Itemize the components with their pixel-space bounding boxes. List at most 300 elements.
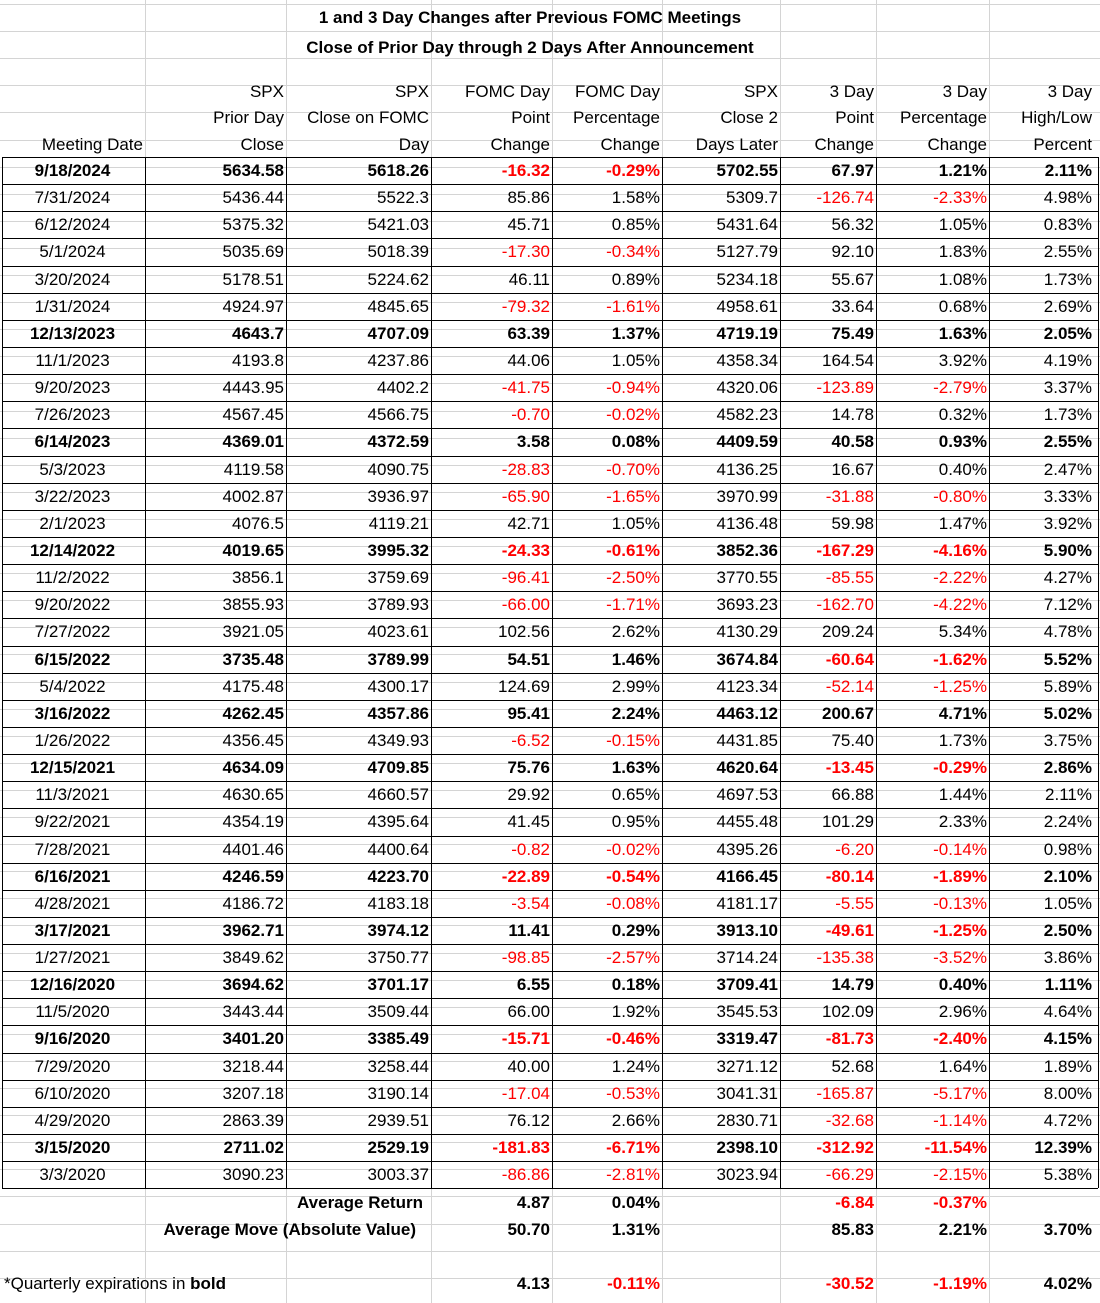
value-cell: -0.29% bbox=[606, 161, 660, 180]
quarterly-value: -1.19% bbox=[933, 1274, 987, 1293]
value-cell: 56.32 bbox=[831, 215, 874, 234]
value-cell: 4.71% bbox=[938, 704, 987, 723]
value-cell: 3.86% bbox=[1043, 948, 1092, 967]
value-cell: 3674.84 bbox=[716, 650, 778, 669]
value-cell: 3701.17 bbox=[367, 975, 429, 994]
value-cell: -6.71% bbox=[606, 1138, 660, 1157]
meeting-date-cell: 12/14/2022 bbox=[29, 541, 116, 560]
value-cell: -41.75 bbox=[501, 378, 550, 397]
value-cell: 2.99% bbox=[611, 677, 660, 696]
header-cell: High/Low bbox=[1021, 108, 1092, 127]
value-cell: -2.81% bbox=[606, 1165, 660, 1184]
value-cell: 1.11% bbox=[1044, 975, 1092, 994]
value-cell: -0.61% bbox=[606, 541, 660, 560]
value-cell: 4924.97 bbox=[222, 297, 284, 316]
value-cell: 4697.53 bbox=[716, 785, 778, 804]
meeting-date-cell: 9/18/2024 bbox=[34, 161, 111, 180]
header-cell: Percentage bbox=[573, 108, 660, 127]
value-cell: 4.27% bbox=[1043, 568, 1092, 587]
value-cell: -135.38 bbox=[816, 948, 874, 967]
value-cell: 0.89% bbox=[611, 270, 660, 289]
value-cell: 4223.70 bbox=[367, 867, 429, 886]
value-cell: 2.55% bbox=[1043, 432, 1092, 451]
value-cell: 4620.64 bbox=[716, 758, 778, 777]
value-cell: 5035.69 bbox=[222, 242, 284, 261]
value-cell: 4193.8 bbox=[232, 351, 284, 370]
value-cell: 164.54 bbox=[822, 351, 874, 370]
value-cell: 1.73% bbox=[938, 731, 987, 750]
value-cell: 3.92% bbox=[938, 351, 987, 370]
value-cell: 14.78 bbox=[831, 405, 874, 424]
value-cell: -2.33% bbox=[933, 188, 987, 207]
value-cell: -60.64 bbox=[825, 650, 874, 669]
meeting-date-cell: 6/15/2022 bbox=[34, 650, 111, 669]
value-cell: -66.00 bbox=[501, 595, 550, 614]
value-cell: 3759.69 bbox=[367, 568, 429, 587]
value-cell: 3936.97 bbox=[367, 487, 429, 506]
value-cell: 1.58% bbox=[611, 188, 660, 207]
quarterly-note bbox=[4, 1270, 334, 1297]
value-cell: 3849.62 bbox=[222, 948, 284, 967]
meeting-date-cell: 1/27/2021 bbox=[34, 948, 111, 967]
value-cell: 200.67 bbox=[822, 704, 874, 723]
value-cell: 6.55 bbox=[516, 975, 550, 994]
meeting-date-cell: 3/17/2021 bbox=[34, 921, 111, 940]
value-cell: 66.88 bbox=[831, 785, 874, 804]
value-cell: 1.37% bbox=[611, 324, 660, 343]
value-cell: 92.10 bbox=[831, 242, 874, 261]
value-cell: 5.90% bbox=[1043, 541, 1092, 560]
header-cell: Change bbox=[600, 135, 660, 154]
value-cell: -16.32 bbox=[501, 161, 550, 180]
value-cell: 3974.12 bbox=[367, 921, 429, 940]
header-cell: Close on FOMC bbox=[307, 108, 429, 127]
value-cell: 5634.58 bbox=[222, 161, 284, 180]
value-cell: -167.29 bbox=[816, 541, 874, 560]
value-cell: 0.98% bbox=[1043, 840, 1092, 859]
value-cell: 2.24% bbox=[611, 704, 660, 723]
value-cell: 4463.12 bbox=[716, 704, 778, 723]
header-cell: Close 2 bbox=[720, 108, 778, 127]
value-cell: -6.20 bbox=[835, 840, 874, 859]
value-cell: 3709.41 bbox=[716, 975, 778, 994]
value-cell: 5421.03 bbox=[367, 215, 429, 234]
value-cell: 85.86 bbox=[507, 188, 550, 207]
value-cell: 1.92% bbox=[611, 1002, 660, 1021]
value-cell: 4136.25 bbox=[716, 460, 778, 479]
header-cell: Change bbox=[814, 135, 874, 154]
value-cell: 3271.12 bbox=[716, 1057, 778, 1076]
value-cell: -312.92 bbox=[816, 1138, 874, 1157]
value-cell: -2.50% bbox=[606, 568, 660, 587]
value-cell: 2711.02 bbox=[223, 1138, 284, 1157]
meeting-date-cell: 5/3/2023 bbox=[39, 460, 106, 479]
meeting-date-cell: 4/29/2020 bbox=[34, 1111, 111, 1130]
value-cell: -2.79% bbox=[933, 378, 987, 397]
value-cell: -1.25% bbox=[933, 921, 987, 940]
meeting-date-cell: 6/10/2020 bbox=[34, 1084, 111, 1103]
value-cell: 4401.46 bbox=[222, 840, 284, 859]
value-cell: -1.62% bbox=[933, 650, 987, 669]
value-cell: 2.86% bbox=[1043, 758, 1092, 777]
value-cell: 4354.19 bbox=[222, 812, 284, 831]
meeting-date-cell: 7/31/2024 bbox=[34, 188, 111, 207]
average-move-value: 3.70% bbox=[1043, 1220, 1092, 1239]
header-cell: 3 Day bbox=[829, 82, 874, 101]
value-cell: 3023.94 bbox=[716, 1165, 778, 1184]
value-cell: 2.24% bbox=[1043, 812, 1092, 831]
value-cell: 4.72% bbox=[1043, 1111, 1092, 1130]
value-cell: 0.08% bbox=[611, 432, 660, 451]
meeting-date-cell: 2/1/2023 bbox=[39, 514, 106, 533]
value-cell: 4.64% bbox=[1043, 1002, 1092, 1021]
quarterly-value: -30.52 bbox=[825, 1274, 874, 1293]
value-cell: 3509.44 bbox=[367, 1002, 429, 1021]
value-cell: -162.70 bbox=[816, 595, 874, 614]
value-cell: 4409.59 bbox=[716, 432, 778, 451]
value-cell: 3970.99 bbox=[716, 487, 778, 506]
value-cell: 4660.57 bbox=[367, 785, 429, 804]
value-cell: 4372.59 bbox=[367, 432, 429, 451]
value-cell: 3855.93 bbox=[222, 595, 284, 614]
value-cell: 4.78% bbox=[1043, 622, 1092, 641]
value-cell: 3750.77 bbox=[367, 948, 429, 967]
value-cell: 3789.99 bbox=[367, 650, 429, 669]
value-cell: 4643.7 bbox=[232, 324, 284, 343]
value-cell: -17.30 bbox=[501, 242, 550, 261]
meeting-date-cell: 11/5/2020 bbox=[35, 1002, 110, 1021]
header-cell: SPX bbox=[743, 82, 778, 101]
value-cell: 2.62% bbox=[611, 622, 660, 641]
value-cell: 4567.45 bbox=[222, 405, 284, 424]
meeting-date-cell: 7/29/2020 bbox=[34, 1057, 111, 1076]
value-cell: 59.98 bbox=[831, 514, 874, 533]
meeting-date-cell: 7/26/2023 bbox=[34, 405, 111, 424]
quarterly-value: -0.11% bbox=[607, 1274, 660, 1293]
value-cell: 4719.19 bbox=[716, 324, 778, 343]
value-cell: 2.66% bbox=[611, 1111, 660, 1130]
value-cell: -1.65% bbox=[606, 487, 660, 506]
quarterly-note-text: *Quarterly expirations in bbox=[4, 1274, 191, 1293]
value-cell: 3852.36 bbox=[716, 541, 778, 560]
value-cell: -126.74 bbox=[816, 188, 874, 207]
value-cell: 101.29 bbox=[822, 812, 874, 831]
value-cell: 4369.01 bbox=[222, 432, 284, 451]
value-cell: 4395.26 bbox=[716, 840, 778, 859]
value-cell: 4123.34 bbox=[716, 677, 778, 696]
value-cell: 4349.93 bbox=[367, 731, 429, 750]
header-cell: SPX bbox=[394, 82, 429, 101]
value-cell: 75.40 bbox=[831, 731, 874, 750]
meeting-date-cell: 3/22/2023 bbox=[34, 487, 111, 506]
value-cell: 1.05% bbox=[1043, 894, 1092, 913]
header-cell: Percent bbox=[1033, 135, 1092, 154]
header-cell: FOMC Day bbox=[465, 82, 550, 101]
value-cell: -0.80% bbox=[933, 487, 987, 506]
value-cell: -181.83 bbox=[492, 1138, 550, 1157]
value-cell: 1.64% bbox=[938, 1057, 987, 1076]
average-return-value: -0.37% bbox=[933, 1193, 987, 1212]
value-cell: 5.34% bbox=[938, 622, 987, 641]
value-cell: -2.40% bbox=[933, 1029, 987, 1048]
value-cell: 3.37% bbox=[1043, 378, 1092, 397]
value-cell: -1.25% bbox=[933, 677, 987, 696]
header-cell: Close bbox=[240, 135, 284, 154]
value-cell: 209.24 bbox=[822, 622, 874, 641]
value-cell: 4402.2 bbox=[377, 378, 429, 397]
value-cell: 4262.45 bbox=[222, 704, 284, 723]
value-cell: 4119.21 bbox=[368, 514, 429, 533]
value-cell: 95.41 bbox=[507, 704, 550, 723]
value-cell: 4023.61 bbox=[367, 622, 429, 641]
value-cell: -2.22% bbox=[933, 568, 987, 587]
value-cell: -79.32 bbox=[501, 297, 550, 316]
value-cell: -86.86 bbox=[501, 1165, 550, 1184]
header-cell: Change bbox=[490, 135, 550, 154]
value-cell: -13.45 bbox=[825, 758, 874, 777]
value-cell: -3.52% bbox=[933, 948, 987, 967]
value-cell: 4186.72 bbox=[222, 894, 284, 913]
value-cell: 1.46% bbox=[611, 650, 660, 669]
meeting-date-cell: 9/22/2021 bbox=[34, 812, 111, 831]
value-cell: 4136.48 bbox=[716, 514, 778, 533]
value-cell: 2398.10 bbox=[716, 1138, 778, 1157]
value-cell: -85.55 bbox=[825, 568, 874, 587]
meeting-date-cell: 3/15/2020 bbox=[34, 1138, 111, 1157]
value-cell: 11.41 bbox=[508, 921, 550, 940]
value-cell: -15.71 bbox=[501, 1029, 550, 1048]
value-cell: -0.02% bbox=[606, 405, 660, 424]
value-cell: 2.55% bbox=[1043, 242, 1092, 261]
value-cell: 4845.65 bbox=[367, 297, 429, 316]
header-cell: Meeting Date bbox=[41, 135, 143, 154]
value-cell: 29.92 bbox=[507, 785, 550, 804]
header-cell: 3 Day bbox=[942, 82, 987, 101]
value-cell: 4958.61 bbox=[716, 297, 778, 316]
value-cell: 3.33% bbox=[1043, 487, 1092, 506]
meeting-date-cell: 3/20/2024 bbox=[34, 270, 111, 289]
value-cell: 0.85% bbox=[611, 215, 660, 234]
value-cell: 5431.64 bbox=[716, 215, 778, 234]
value-cell: -28.83 bbox=[501, 460, 550, 479]
value-cell: 4707.09 bbox=[367, 324, 429, 343]
value-cell: 4237.86 bbox=[367, 351, 429, 370]
value-cell: 5522.3 bbox=[377, 188, 429, 207]
value-cell: -0.70% bbox=[606, 460, 660, 479]
value-cell: 5224.62 bbox=[367, 270, 429, 289]
value-cell: 63.39 bbox=[507, 324, 550, 343]
value-cell: 3913.10 bbox=[716, 921, 778, 940]
value-cell: 1.89% bbox=[1043, 1057, 1092, 1076]
value-cell: -0.94% bbox=[606, 378, 660, 397]
value-cell: -0.13% bbox=[933, 894, 987, 913]
value-cell: 4395.64 bbox=[367, 812, 429, 831]
value-cell: 5702.55 bbox=[716, 161, 778, 180]
value-cell: 0.40% bbox=[938, 460, 987, 479]
value-cell: 0.18% bbox=[611, 975, 660, 994]
value-cell: 2.69% bbox=[1043, 297, 1092, 316]
value-cell: -17.04 bbox=[501, 1084, 550, 1103]
value-cell: -5.55 bbox=[835, 894, 874, 913]
value-cell: -165.87 bbox=[816, 1084, 874, 1103]
title-line-1: 1 and 3 Day Changes after Previous FOMC Meetings bbox=[318, 8, 742, 27]
value-cell: -0.14% bbox=[933, 840, 987, 859]
value-cell: -2.57% bbox=[606, 948, 660, 967]
value-cell: 3443.44 bbox=[222, 1002, 284, 1021]
value-cell: 4300.17 bbox=[367, 677, 429, 696]
meeting-date-cell: 9/16/2020 bbox=[34, 1029, 111, 1048]
value-cell: 4566.75 bbox=[367, 405, 429, 424]
value-cell: -49.61 bbox=[825, 921, 874, 940]
value-cell: 1.73% bbox=[1043, 405, 1092, 424]
value-cell: 4246.59 bbox=[222, 867, 284, 886]
value-cell: -52.14 bbox=[825, 677, 874, 696]
value-cell: 2.10% bbox=[1043, 867, 1092, 886]
value-cell: 5.02% bbox=[1043, 704, 1092, 723]
value-cell: 7.12% bbox=[1043, 595, 1092, 614]
meeting-date-cell: 11/1/2023 bbox=[35, 351, 110, 370]
average-return-value: 0.04% bbox=[611, 1193, 660, 1212]
value-cell: 54.51 bbox=[507, 650, 550, 669]
value-cell: 44.06 bbox=[507, 351, 550, 370]
value-cell: 2830.71 bbox=[716, 1111, 778, 1130]
value-cell: 4130.29 bbox=[716, 622, 778, 641]
value-cell: -22.89 bbox=[501, 867, 550, 886]
value-cell: -98.85 bbox=[501, 948, 550, 967]
value-cell: 5.38% bbox=[1043, 1165, 1092, 1184]
meeting-date-cell: 1/26/2022 bbox=[34, 731, 111, 750]
value-cell: 3385.49 bbox=[367, 1029, 429, 1048]
header-cell: Change bbox=[927, 135, 987, 154]
meeting-date-cell: 12/16/2020 bbox=[29, 975, 116, 994]
value-cell: 3770.55 bbox=[716, 568, 778, 587]
value-cell: -123.89 bbox=[816, 378, 874, 397]
value-cell: 8.00% bbox=[1043, 1084, 1092, 1103]
quarterly-value: 4.13 bbox=[516, 1274, 550, 1293]
value-cell: 0.93% bbox=[938, 432, 987, 451]
value-cell: 4358.34 bbox=[716, 351, 778, 370]
value-cell: 3693.23 bbox=[716, 595, 778, 614]
quarterly-value: 4.02% bbox=[1043, 1274, 1092, 1293]
meeting-date-cell: 11/3/2021 bbox=[35, 785, 110, 804]
value-cell: 1.24% bbox=[611, 1057, 660, 1076]
meeting-date-cell: 7/28/2021 bbox=[34, 840, 111, 859]
value-cell: 66.00 bbox=[507, 1002, 550, 1021]
value-cell: 46.11 bbox=[508, 270, 550, 289]
value-cell: 102.09 bbox=[822, 1002, 874, 1021]
value-cell: 4181.17 bbox=[716, 894, 778, 913]
value-cell: 4.98% bbox=[1043, 188, 1092, 207]
value-cell: 76.12 bbox=[507, 1111, 550, 1130]
value-cell: 33.64 bbox=[831, 297, 874, 316]
meeting-date-cell: 3/3/2020 bbox=[39, 1165, 106, 1184]
meeting-date-cell: 7/27/2022 bbox=[34, 622, 111, 641]
value-cell: -0.15% bbox=[606, 731, 660, 750]
value-cell: 3319.47 bbox=[716, 1029, 778, 1048]
value-cell: 5178.51 bbox=[222, 270, 284, 289]
value-cell: -3.54 bbox=[511, 894, 550, 913]
value-cell: 4320.06 bbox=[716, 378, 778, 397]
value-cell: 1.47% bbox=[938, 514, 987, 533]
value-cell: 124.69 bbox=[498, 677, 550, 696]
header-cell: Prior Day bbox=[213, 108, 284, 127]
value-cell: 4400.64 bbox=[367, 840, 429, 859]
value-cell: 4582.23 bbox=[716, 405, 778, 424]
header-cell: Percentage bbox=[900, 108, 987, 127]
value-cell: 4431.85 bbox=[716, 731, 778, 750]
meeting-date-cell: 3/16/2022 bbox=[34, 704, 111, 723]
meeting-date-cell: 9/20/2023 bbox=[34, 378, 111, 397]
value-cell: 3.92% bbox=[1043, 514, 1092, 533]
value-cell: 3.58 bbox=[516, 432, 550, 451]
value-cell: 5375.32 bbox=[222, 215, 284, 234]
average-move-label: Average Move (Absolute Value) bbox=[163, 1220, 416, 1239]
value-cell: 3.75% bbox=[1043, 731, 1092, 750]
value-cell: 1.83% bbox=[938, 242, 987, 261]
quarterly-note-bold: bold bbox=[190, 1274, 227, 1293]
value-cell: 4166.45 bbox=[716, 867, 778, 886]
meeting-date-cell: 5/1/2024 bbox=[39, 242, 106, 261]
value-cell: 40.00 bbox=[507, 1057, 550, 1076]
value-cell: 3218.44 bbox=[222, 1057, 284, 1076]
value-cell: 4356.45 bbox=[222, 731, 284, 750]
value-cell: 42.71 bbox=[507, 514, 550, 533]
header-cell: Point bbox=[511, 108, 550, 127]
value-cell: 4076.5 bbox=[232, 514, 284, 533]
value-cell: -0.54% bbox=[606, 867, 660, 886]
header-cell: 3 Day bbox=[1047, 82, 1092, 101]
value-cell: 5127.79 bbox=[716, 242, 778, 261]
value-cell: 2.11% bbox=[1044, 161, 1092, 180]
value-cell: 4455.48 bbox=[716, 812, 778, 831]
value-cell: 3714.24 bbox=[716, 948, 778, 967]
value-cell: 2.50% bbox=[1043, 921, 1092, 940]
value-cell: 2529.19 bbox=[367, 1138, 429, 1157]
value-cell: 5018.39 bbox=[367, 242, 429, 261]
value-cell: 75.49 bbox=[831, 324, 874, 343]
value-cell: 1.05% bbox=[938, 215, 987, 234]
value-cell: 16.67 bbox=[831, 460, 874, 479]
meeting-date-cell: 9/20/2022 bbox=[34, 595, 111, 614]
value-cell: -0.08% bbox=[606, 894, 660, 913]
value-cell: 1.44% bbox=[938, 785, 987, 804]
value-cell: -0.34% bbox=[606, 242, 660, 261]
value-cell: 3789.93 bbox=[367, 595, 429, 614]
value-cell: 45.71 bbox=[507, 215, 550, 234]
value-cell: -1.89% bbox=[933, 867, 987, 886]
value-cell: 5618.26 bbox=[367, 161, 429, 180]
value-cell: 0.32% bbox=[938, 405, 987, 424]
value-cell: 4634.09 bbox=[222, 758, 284, 777]
value-cell: 0.40% bbox=[938, 975, 987, 994]
value-cell: 4709.85 bbox=[367, 758, 429, 777]
value-cell: 5.52% bbox=[1043, 650, 1092, 669]
value-cell: 0.65% bbox=[611, 785, 660, 804]
value-cell: 52.68 bbox=[831, 1057, 874, 1076]
value-cell: 4019.65 bbox=[222, 541, 284, 560]
value-cell: 3003.37 bbox=[367, 1165, 429, 1184]
value-cell: 4002.87 bbox=[222, 487, 284, 506]
value-cell: 1.63% bbox=[938, 324, 987, 343]
value-cell: 14.79 bbox=[831, 975, 874, 994]
value-cell: 2.47% bbox=[1043, 460, 1092, 479]
value-cell: 2863.39 bbox=[222, 1111, 284, 1130]
value-cell: 2.33% bbox=[938, 812, 987, 831]
value-cell: -0.70 bbox=[511, 405, 550, 424]
value-cell: 55.67 bbox=[831, 270, 874, 289]
meeting-date-cell: 5/4/2022 bbox=[39, 677, 106, 696]
value-cell: 3258.44 bbox=[367, 1057, 429, 1076]
